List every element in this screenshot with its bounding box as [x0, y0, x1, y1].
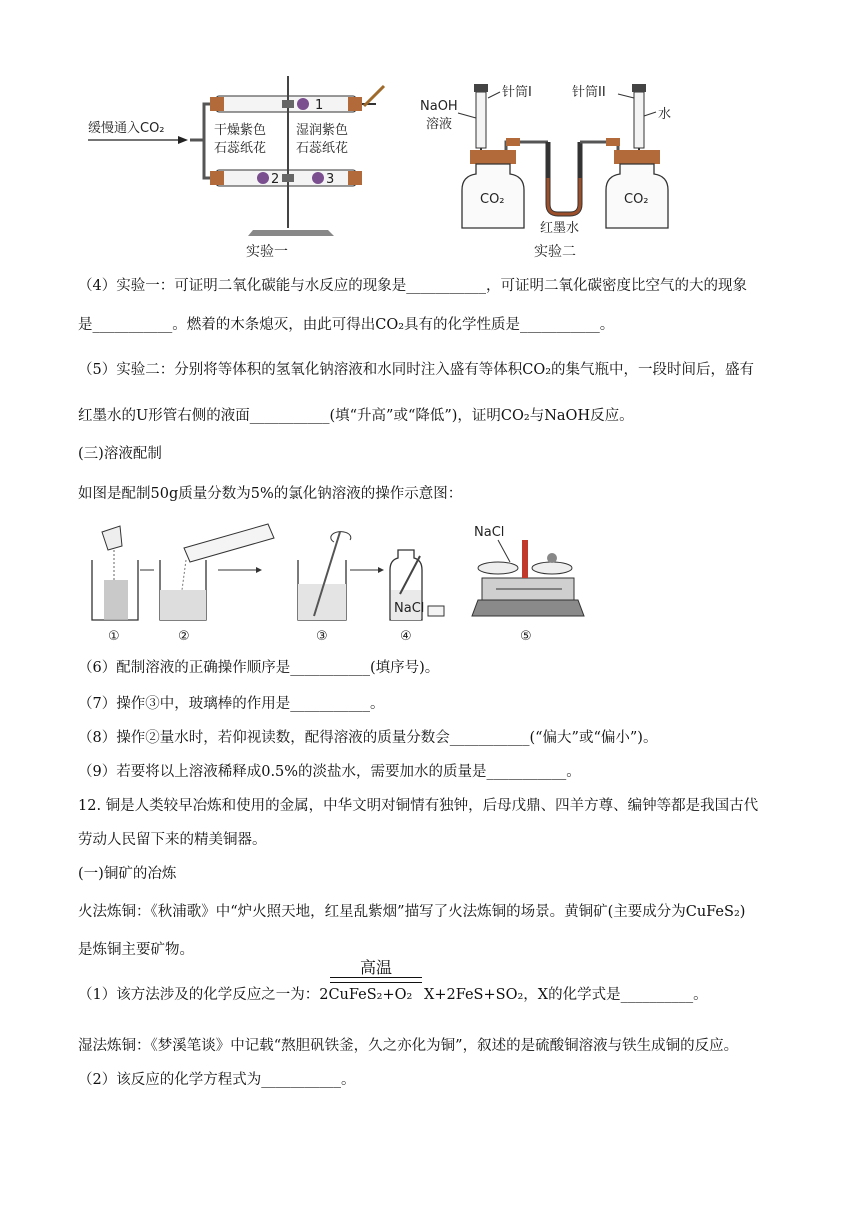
co2-inlet-label: 缓慢通入CO₂: [88, 121, 165, 136]
reaction-condition: 高温: [359, 958, 392, 977]
dry-paper-label-2: 石蕊纸花: [214, 141, 267, 156]
fire-refining-line-2: 是炼铜主要矿物。: [78, 942, 194, 958]
step-label-2: ②: [178, 629, 190, 644]
question-6: （6）配制溶液的正确操作顺序是___________(填序号)。: [78, 660, 440, 676]
syringe-one-label: 针筒I: [502, 85, 532, 100]
co2-left-label: CO₂: [480, 192, 505, 207]
solution-label: 溶液: [426, 117, 453, 132]
question-12-line-1: 12. 铜是人类较早冶炼和使用的金属，中华文明对铜情有独钟，后母戊鼎、四羊方尊、编钟等都是我国古代: [78, 798, 759, 814]
question-12-line-2: 劳动人民留下来的精美铜器。: [78, 832, 267, 848]
step-label-1: ①: [108, 629, 120, 644]
experiment-two-caption: 实验二: [534, 244, 576, 260]
question-9: （9）若要将以上溶液稀释成0.5%的淡盐水，需要加水的质量是___________。: [78, 764, 581, 780]
step-label-3: ③: [316, 629, 328, 644]
red-ink-label: 红墨水: [540, 221, 580, 236]
question-5-line-2: 红墨水的U形管右侧的液面___________(填“升高”或“降低”)，证明CO₂与NaOH反应。: [78, 408, 634, 424]
step-three-stirring: [298, 532, 351, 620]
step-one-dissolving: [92, 526, 138, 620]
mark-3: 3: [326, 172, 335, 187]
section-three-heading: (三)溶液配制: [78, 446, 162, 462]
step-four-weighing-salt: [390, 550, 444, 620]
mark-2: 2: [271, 172, 280, 187]
step-label-4: ④: [400, 629, 412, 644]
nacl-balance-label: NaCl: [474, 525, 505, 540]
wet-refining-text: 湿法炼铜：《梦溪笔谈》中记载“熬胆矾铁釜，久之亦化为铜”，叙述的是硫酸铜溶液与铁生成铜的反应。: [78, 1038, 739, 1054]
naoh-label: NaOH: [420, 99, 458, 114]
experiment-figure: [78, 68, 778, 263]
question-4-line-1: （4）实验一：可证明二氧化碳能与水反应的现象是___________，可证明二氧化碳密度比空气的大的现象: [78, 278, 747, 294]
solution-preparation-figure: [78, 520, 588, 650]
experiment-one-caption: 实验一: [246, 244, 288, 260]
experiment-two-diagram: [420, 84, 671, 260]
question-1-prefix: （1）该方法涉及的化学反应之一为：2CuFeS₂+O₂: [78, 987, 413, 1003]
nacl-bottle-label: NaCl: [394, 601, 425, 616]
section-one-heading: (一)铜矿的冶炼: [78, 866, 177, 882]
question-4-line-2: 是___________。燃着的木条熄灭，由此可得出CO₂具有的化学性质是___________。: [78, 317, 615, 333]
mark-1: 1: [315, 98, 324, 113]
question-7: （7）操作③中，玻璃棒的作用是___________。: [78, 696, 385, 712]
dry-paper-label-1: 干燥紫色: [214, 123, 267, 138]
question-1-suffix: X+2FeS+SO₂，X的化学式是__________。: [424, 987, 708, 1003]
reaction-equals-sign: [330, 977, 422, 983]
co2-right-label: CO₂: [624, 192, 649, 207]
question-2: （2）该反应的化学方程式为___________。: [78, 1072, 356, 1088]
water-label: 水: [658, 107, 672, 122]
step-five-balance: [472, 525, 584, 616]
question-8: （8）操作②量水时，若仰视读数，配得溶液的质量分数会___________(“偏大”或“偏小”)。: [78, 730, 658, 746]
section-three-intro: 如图是配制50g质量分数为5%的氯化钠溶液的操作示意图：: [78, 486, 463, 502]
experiment-one-diagram: [88, 76, 384, 260]
wet-paper-label-1: 湿润紫色: [296, 123, 349, 138]
question-5-line-1: （5）实验二：分别将等体积的氢氧化钠溶液和水同时注入盛有等体积CO₂的集气瓶中，一段时间后，盛有: [78, 362, 755, 378]
step-label-5: ⑤: [520, 629, 532, 644]
wet-paper-label-2: 石蕊纸花: [296, 141, 349, 156]
syringe-two-label: 针筒II: [572, 85, 606, 100]
fire-refining-line-1: 火法炼铜：《秋浦歌》中“炉火照天地，红星乱紫烟”描写了火法炼铜的场景。黄铜矿(主要成分为CuFeS₂): [78, 904, 746, 920]
